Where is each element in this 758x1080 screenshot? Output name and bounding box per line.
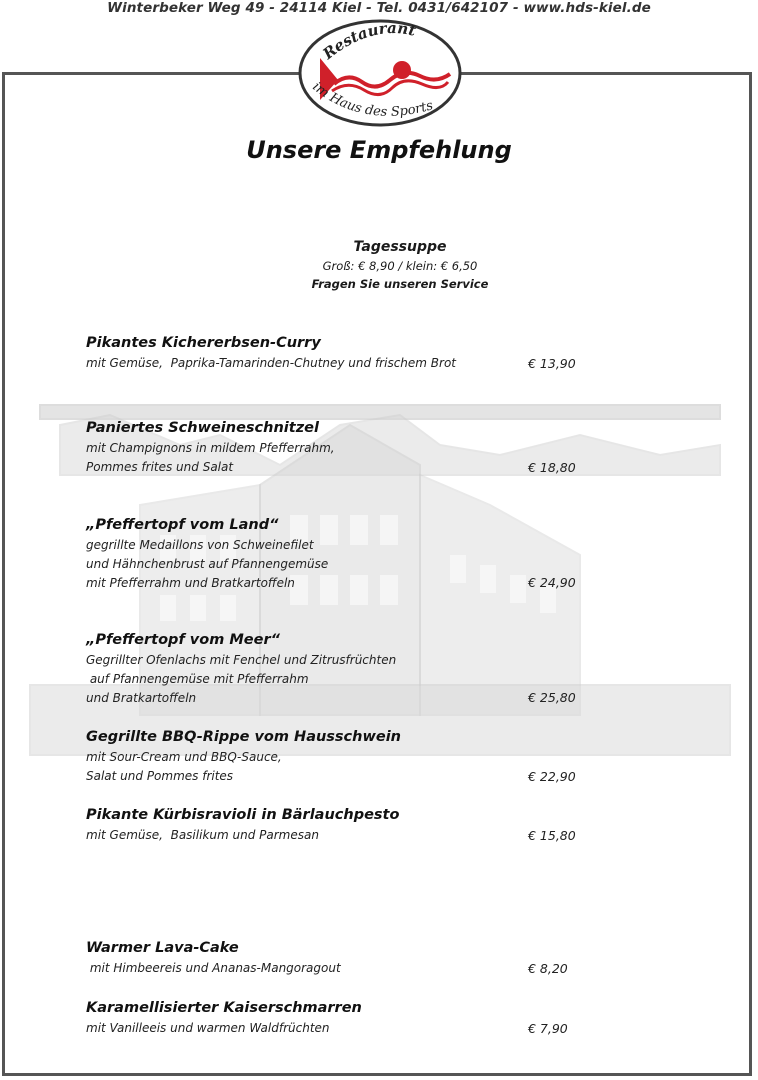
menu-item [86, 998, 586, 1038]
menu-item [86, 727, 586, 786]
item-desc: mit Gemüse, Paprika-Tamarinden-Chutney und frischem Brot [86, 356, 456, 370]
soup-prices: Groß: € 8,90 / klein: € 6,50 [322, 259, 478, 273]
item-name: Karamellisierter Kaiserschmarren [86, 1000, 362, 1016]
item-price: € 24,90 [528, 575, 576, 590]
logo-bottom-text: im Haus des Sports [309, 79, 435, 120]
item-price: € 15,80 [528, 828, 576, 843]
menu-item [86, 333, 586, 373]
item-desc: und Hähnchenbrust auf Pfannengemüse [86, 557, 329, 571]
item-desc: auf Pfannengemüse mit Pfefferrahm [86, 672, 309, 686]
soup-service-note: Fragen Sie unseren Service [311, 277, 489, 291]
item-price: € 7,90 [528, 1021, 568, 1036]
menu-item [86, 938, 586, 978]
item-desc: Pommes frites und Salat [86, 460, 234, 474]
item-price: € 8,20 [528, 961, 568, 976]
item-desc: mit Vanilleeis und warmen Waldfrüchten [86, 1021, 330, 1035]
address-header: Winterbeker Weg 49 - 24114 Kiel - Tel. 0431/642107 - www.hds-kiel.de [107, 0, 651, 16]
item-name: Pikante Kürbisravioli in Bärlauchpesto [86, 807, 400, 823]
logo-top-text: Restaurant [319, 19, 418, 63]
item-desc: mit Pfefferrahm und Bratkartoffeln [86, 576, 295, 590]
menu-item [86, 805, 586, 845]
item-name: „Pfeffertopf vom Meer“ [86, 632, 280, 648]
item-name: Gegrillte BBQ-Rippe vom Hausschwein [86, 729, 401, 745]
item-price: € 13,90 [528, 356, 576, 371]
item-desc: Gegrillter Ofenlachs mit Fenchel und Zitrusfrüchten [86, 653, 397, 667]
soup-title: Tagessuppe [353, 239, 447, 255]
item-name: „Pfeffertopf vom Land“ [86, 517, 279, 533]
item-name: Pikantes Kichererbsen-Curry [86, 335, 321, 351]
item-name: Paniertes Schweineschnitzel [86, 420, 319, 436]
item-desc: mit Gemüse, Basilikum und Parmesan [86, 828, 319, 842]
item-price: € 25,80 [528, 690, 576, 705]
item-desc: gegrillte Medaillons von Schweinefilet [86, 538, 314, 552]
item-desc: mit Sour-Cream und BBQ-Sauce, [86, 750, 282, 764]
item-desc: Salat und Pommes frites [86, 769, 234, 783]
menu-item [86, 515, 586, 593]
restaurant-logo [298, 18, 463, 128]
soup-section [0, 238, 758, 293]
menu-item [86, 630, 586, 708]
item-price: € 18,80 [528, 460, 576, 475]
menu-item [86, 418, 586, 477]
page-title: Unsere Empfehlung [246, 136, 512, 164]
item-price: € 22,90 [528, 769, 576, 784]
item-desc: mit Champignons in mildem Pfefferrahm, [86, 441, 335, 455]
item-name: Warmer Lava-Cake [86, 940, 239, 956]
item-desc: mit Himbeereis und Ananas-Mangoragout [86, 961, 341, 975]
item-desc: und Bratkartoffeln [86, 691, 197, 705]
